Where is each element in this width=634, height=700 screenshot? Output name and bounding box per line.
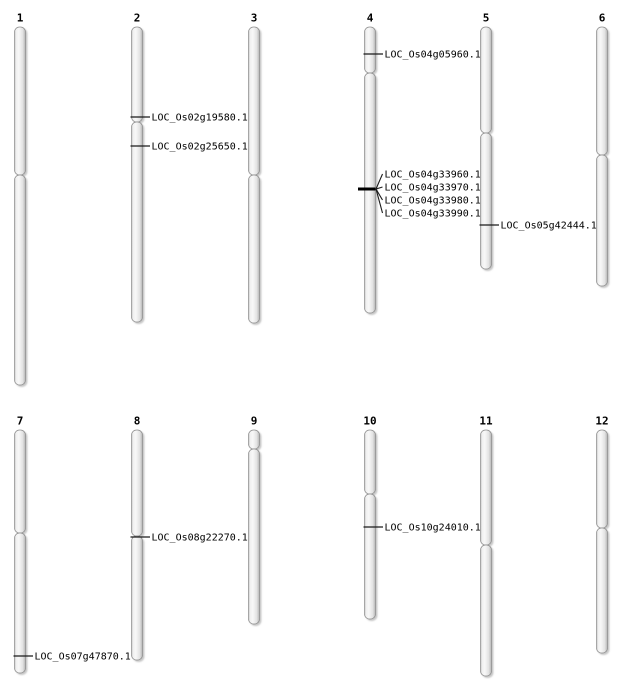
chromosome-arm-top bbox=[249, 430, 260, 449]
chromosome-arm-bottom bbox=[249, 175, 260, 323]
chromosome-5 bbox=[480, 12, 597, 270]
chromosome-arm-top bbox=[132, 430, 143, 536]
chromosome-number-label: 8 bbox=[133, 414, 141, 428]
chromosome-body bbox=[15, 430, 26, 673]
chromosome-arm-bottom bbox=[15, 533, 26, 673]
chromosome-arm-top bbox=[15, 27, 26, 175]
chromosome-arm-bottom bbox=[249, 449, 260, 624]
chromosome-body bbox=[132, 430, 143, 660]
chromosome-body bbox=[249, 27, 260, 323]
chromosome-body bbox=[481, 430, 492, 676]
chromosome-number-label: 4 bbox=[366, 11, 374, 25]
chromosome-arm-top bbox=[365, 430, 376, 494]
chromosome-arm-bottom bbox=[132, 122, 143, 322]
chromosome-body bbox=[597, 430, 608, 653]
chromosome-number-label: 9 bbox=[250, 414, 258, 428]
gene-label: LOC_Os04g33980.1 bbox=[384, 195, 481, 207]
chromosome-arm-bottom bbox=[365, 73, 376, 313]
chromosome-8 bbox=[131, 415, 248, 661]
gene-label: LOC_Os02g19580.1 bbox=[151, 112, 248, 124]
gene-label: LOC_Os04g33990.1 bbox=[384, 208, 481, 220]
gene-label: LOC_Os04g33960.1 bbox=[384, 169, 481, 181]
chromosome-arm-bottom bbox=[15, 175, 26, 385]
chromosome-arm-bottom bbox=[481, 545, 492, 676]
chromosome-1 bbox=[15, 12, 26, 386]
chromosome-10 bbox=[363, 415, 480, 620]
chromosome-arm-bottom bbox=[597, 155, 608, 286]
chromosome-arm-top bbox=[132, 27, 143, 122]
chromosome-arm-bottom bbox=[597, 528, 608, 653]
chromosome-body bbox=[132, 27, 143, 322]
chromosome-number-label: 3 bbox=[250, 11, 258, 25]
gene-label: LOC_Os07g47870.1 bbox=[34, 651, 131, 663]
chromosome-number-label: 6 bbox=[598, 11, 606, 25]
chromosome-arm-top bbox=[249, 27, 260, 175]
chromosome-7 bbox=[14, 415, 131, 674]
chromosome-number-label: 1 bbox=[16, 11, 24, 25]
chromosome-number-label: 2 bbox=[133, 11, 141, 25]
chromosomes-layer bbox=[14, 12, 609, 677]
chromosome-number-label: 12 bbox=[595, 414, 609, 428]
chromosome-arm-top bbox=[597, 430, 608, 528]
chromosome-arm-bottom bbox=[481, 133, 492, 269]
chromosome-body bbox=[365, 430, 376, 619]
chromosome-number-label: 7 bbox=[16, 414, 24, 428]
chromosome-arm-top bbox=[481, 430, 492, 545]
chromosome-number-label: 5 bbox=[482, 11, 490, 25]
chromosome-body bbox=[365, 27, 376, 313]
chromosome-6 bbox=[597, 12, 608, 287]
chromosome-body bbox=[481, 27, 492, 269]
chromosome-arm-bottom bbox=[132, 536, 143, 660]
chromosome-3 bbox=[249, 12, 260, 324]
gene-label: LOC_Os04g05960.1 bbox=[384, 49, 481, 61]
chromosome-arm-top bbox=[15, 430, 26, 533]
chromosome-12 bbox=[595, 415, 608, 654]
chromosome-arm-top bbox=[597, 27, 608, 155]
chromosome-9 bbox=[249, 415, 260, 625]
chromosome-body bbox=[15, 27, 26, 385]
gene-label: LOC_Os04g33970.1 bbox=[384, 182, 481, 194]
chromosome-body bbox=[597, 27, 608, 286]
gene-leader-line bbox=[376, 189, 383, 213]
chromosome-arm-top bbox=[481, 27, 492, 133]
chromosome-2 bbox=[131, 12, 248, 323]
chromosome-11 bbox=[479, 415, 493, 677]
gene-label: LOC_Os08g22270.1 bbox=[151, 532, 248, 544]
chromosome-arm-top bbox=[365, 27, 376, 73]
chromosome-number-label: 10 bbox=[363, 414, 377, 428]
chromosome-arm-bottom bbox=[365, 494, 376, 619]
gene-label: LOC_Os02g25650.1 bbox=[151, 141, 248, 153]
gene-label: LOC_Os10g24010.1 bbox=[384, 522, 481, 534]
gene-label: LOC_Os05g42444.1 bbox=[500, 220, 597, 232]
chromosome-body bbox=[249, 430, 260, 624]
chromosome-4 bbox=[358, 12, 481, 314]
chromosome-number-label: 11 bbox=[479, 414, 493, 428]
